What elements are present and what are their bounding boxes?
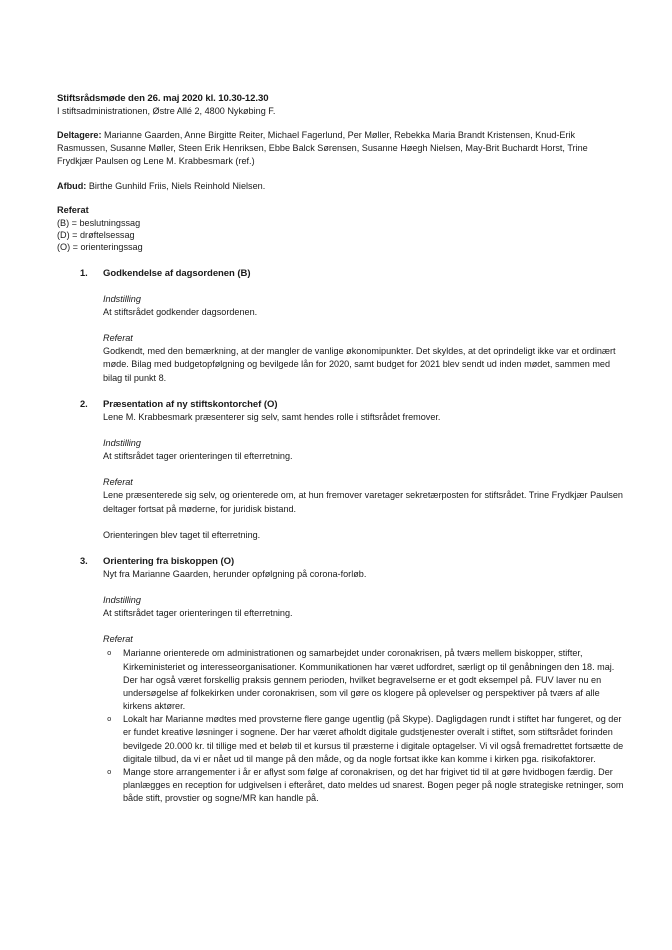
agenda-item-2 bbox=[57, 398, 624, 425]
agenda-item-3-minutes bbox=[57, 633, 624, 805]
participants-list: Marianne Gaarden, Anne Birgitte Reiter, Michael Fagerlund, Per Møller, Rebekka Maria Brandt Kristensen, Knud-Erik Rasmussen, Susanne Møller, Steen Erik Henriksen, Ebbe Balck Sørensen, Susanne Høegh Nielsen, May-Brit Buchardt Horst, Trine Frydkjær Paulsen og Lene M. Krabbesmark (ref.) bbox=[57, 130, 588, 167]
agenda-item-1-minutes bbox=[57, 332, 624, 384]
bullet-marker-icon: o bbox=[107, 650, 112, 659]
agenda-item-2-recommendation-body: At stiftsrådet tager orienteringen til efterretning. bbox=[103, 451, 293, 462]
agenda-item-2-recommendation bbox=[57, 437, 624, 463]
list-item bbox=[103, 647, 624, 713]
agenda-item-3-recommendation bbox=[57, 594, 624, 620]
agenda-item-3-recommendation-body: At stiftsrådet tager orienteringen til efterretning. bbox=[103, 608, 293, 619]
agenda-item-2-subtitle: Lene M. Krabbesmark præsenterer sig selv, samt hendes rolle i stiftsrådet fremover. bbox=[103, 412, 441, 423]
agenda-item-3 bbox=[57, 555, 624, 582]
list-item-text: Marianne orienterede om administrationen og samarbejdet under coronakrisen, på tværs mellem biskopper, stifter, Kirkeministeriet og interesseorganisationer. Kommunikationen har været udfordret, særligt op til genåbningen den 18. maj. Der har også været forskellig praksis gennem perioden, hvilket begravelserne er et godt eksempel på. FUV laver nu en undersøgelse af folkekirken under coronakrisen, som vil gøre os klogere på oplevelser og perspektiver på tværs af alle kirkens aktører. bbox=[123, 648, 615, 712]
agenda-item-3-title: Orientering fra biskoppen (O) bbox=[103, 555, 235, 567]
agenda-item-2-minutes-body: Lene præsenterede sig selv, og orienterede om, at hun fremover varetager sekretærposten for stiftsrådet. Trine Frydkjær Paulsen deltager fortsat på møderne, for juridisk bistand. bbox=[103, 490, 623, 514]
bullet-marker-icon: o bbox=[107, 768, 112, 777]
meeting-location: I stiftsadministrationen, Østre Allé 2, 4800 Nykøbing F. bbox=[57, 106, 276, 117]
agenda-item-2-title: Præsentation af ny stiftskontorchef (O) bbox=[103, 398, 278, 410]
list-item-text: Lokalt har Marianne mødtes med provsterne flere gange ugentlig (på Skype). Dagligdagen rundt i stiftet har fungeret, og der er fundet kreative løsninger i sognene. Der har været afholdt digitale gudstjenester overalt i stiftet, som stiftsrådet forinden bevilgede 20.000 kr. til tillige med et beløb til et kursus til præsterne i digitale optagelser. Vi vil også fremadrettet fortsætte de digitale tilbud, da vi er nået ud til mange på den måde, og da nogle fortsat ikke kan komme i kirken pga. risikofaktorer. bbox=[123, 714, 624, 764]
legend-item-b: (B) = beslutningssag bbox=[57, 217, 141, 228]
agenda-item-2-closing-note: Orienteringen blev taget til efterretning. bbox=[103, 529, 261, 540]
agenda-item-1-number: 1. bbox=[80, 267, 88, 278]
bullet-marker-icon: o bbox=[107, 716, 112, 725]
minutes-heading: Referat bbox=[57, 204, 89, 215]
participants-label: Deltagere: bbox=[57, 130, 102, 141]
agenda-item-2-recommendation-heading: Indstilling bbox=[103, 438, 141, 449]
agenda-item-2-minutes bbox=[57, 476, 624, 515]
absent-paragraph bbox=[57, 180, 624, 193]
agenda-item-3-subtitle: Nyt fra Marianne Gaarden, herunder opfølgning på corona-forløb. bbox=[103, 569, 367, 580]
agenda-item-3-bullet-list bbox=[103, 647, 624, 805]
agenda-item-2-minutes-heading: Referat bbox=[103, 477, 133, 488]
agenda-item-1-minutes-heading: Referat bbox=[103, 333, 133, 344]
agenda-item-1-minutes-body: Godkendt, med den bemærkning, at der mangler de vanlige økonomipunkter. Det skyldes, at det oprindeligt ikke var et ordinært møde. Bilag med budgetopfølgning og bevilgede lån for 2020, samt budget for 2021 blev sendt ud inden mødet, sammen med bilag til punkt 8. bbox=[103, 346, 616, 383]
list-item bbox=[103, 766, 624, 805]
document-body bbox=[57, 92, 624, 805]
agenda-item-3-recommendation-heading: Indstilling bbox=[103, 595, 141, 606]
agenda-item-3-number: 3. bbox=[80, 555, 88, 566]
list-item bbox=[103, 713, 624, 766]
agenda-item-1-recommendation-body: At stiftsrådet godkender dagsordenen. bbox=[103, 307, 258, 318]
legend-item-d: (D) = drøftelsessag bbox=[57, 230, 135, 241]
agenda-item-3-minutes-heading: Referat bbox=[103, 634, 133, 645]
document-title: Stiftsrådsmøde den 26. maj 2020 kl. 10.30-12.30 bbox=[57, 93, 269, 104]
legend-item-o: (O) = orienteringssag bbox=[57, 242, 143, 253]
absent-label: Afbud: bbox=[57, 180, 87, 191]
agenda-item-1 bbox=[57, 267, 624, 280]
list-item-text: Mange store arrangementer i år er aflyst som følge af coronakrisen, og det har frigivet tid til at gøre hvidbogen færdig. Der planlægges en reception for udgivelsen i efteråret, dato meldes ud snarest. Bogen peger på nogle strategiske retninger, som både stift, provstier og sogne/MR kan handle på. bbox=[123, 766, 624, 804]
absent-list: Birthe Gunhild Friis, Niels Reinhold Nielsen. bbox=[86, 180, 266, 191]
agenda-item-2-number: 2. bbox=[80, 398, 88, 409]
agenda-item-1-recommendation bbox=[57, 293, 624, 319]
agenda-item-1-title: Godkendelse af dagsordenen (B) bbox=[103, 267, 251, 279]
participants-paragraph bbox=[57, 129, 624, 168]
agenda-item-1-recommendation-heading: Indstilling bbox=[103, 294, 141, 305]
